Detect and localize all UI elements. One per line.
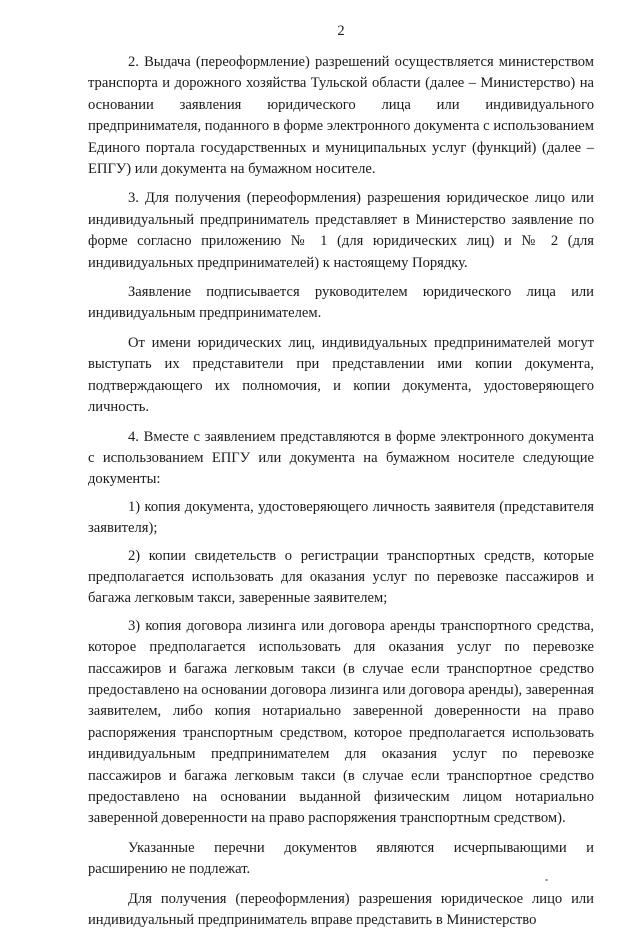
document-body [88,52,594,939]
paragraph-item-4: 4. Вместе с заявлением представляются в форме электронного документа с использованием ЕПГУ или документа на бумажном носителе следующие документы: [88,428,594,488]
list-item-3: 3) копия договора лизинга или договора аренды транспортного средства, которое предполагается использовать для оказания услуг по перевозке пассажиров и багажа легковым такси (в случае если транспортное средство предоставлено на основании договора лизинга или договора аренды), заверенная заявителем, либо копия нотариально заверенной доверенности на право распоряжения транспортным средством, которое предполагается использовать индивидуальным предпринимателем для оказания услуг по перевозке пассажиров и багажа легковым такси (в случае если транспортное средство предоставлено на основании выданной физическим лицом нотариально заверенной доверенности на право распоряжения транспортным средством). [88,617,594,827]
paragraph-item-3: 3. Для получения (переоформления) разрешения юридическое лицо или индивидуальный предприниматель представляет в Министерство заявление по форме согласно приложению № 1 (для юридических лиц) и № 2 (для индивидуальных предпринимателей) к настоящему Порядку. [88,190,594,271]
paragraph-optional-documents: Для получения (переоформления) разрешения юридическое лицо или индивидуальный предприниматель вправе представить в Министерство [88,890,594,929]
scan-speck [545,879,548,881]
paragraph-exhaustive-list: Указанные перечни документов являются исчерпывающими и расширению не подлежат. [88,839,594,878]
list-item-1: 1) копия документа, удостоверяющего личность заявителя (представителя заявителя); [88,498,594,537]
list-item-2: 2) копии свидетельств о регистрации транспортных средств, которые предполагается использовать для оказания услуг по перевозке пассажиров и багажа легковым такси, заверенные заявителем; [88,547,594,607]
document-page [88,0,594,929]
paragraph-item-2: 2. Выдача (переоформление) разрешений осуществляется министерством транспорта и дорожного хозяйства Тульской области (далее – Министерство) на основании заявления юридического лица или индивидуального предпринимателя, поданного в форме электронного документа с использованием Единого портала государственных и муниципальных услуг (функций) (далее – ЕПГУ) или документа на бумажном носителе. [88,54,594,178]
paragraph-representatives: От имени юридических лиц, индивидуальных предпринимателей могут выступать их представители при представлении ими копии документа, подтверждающего их полномочия, и копии документа, удостоверяющего личность. [88,334,594,416]
paragraph-signature: Заявление подписывается руководителем юридического лица или индивидуальным предпринимателем. [88,284,594,322]
page-number: 2 [337,23,345,39]
